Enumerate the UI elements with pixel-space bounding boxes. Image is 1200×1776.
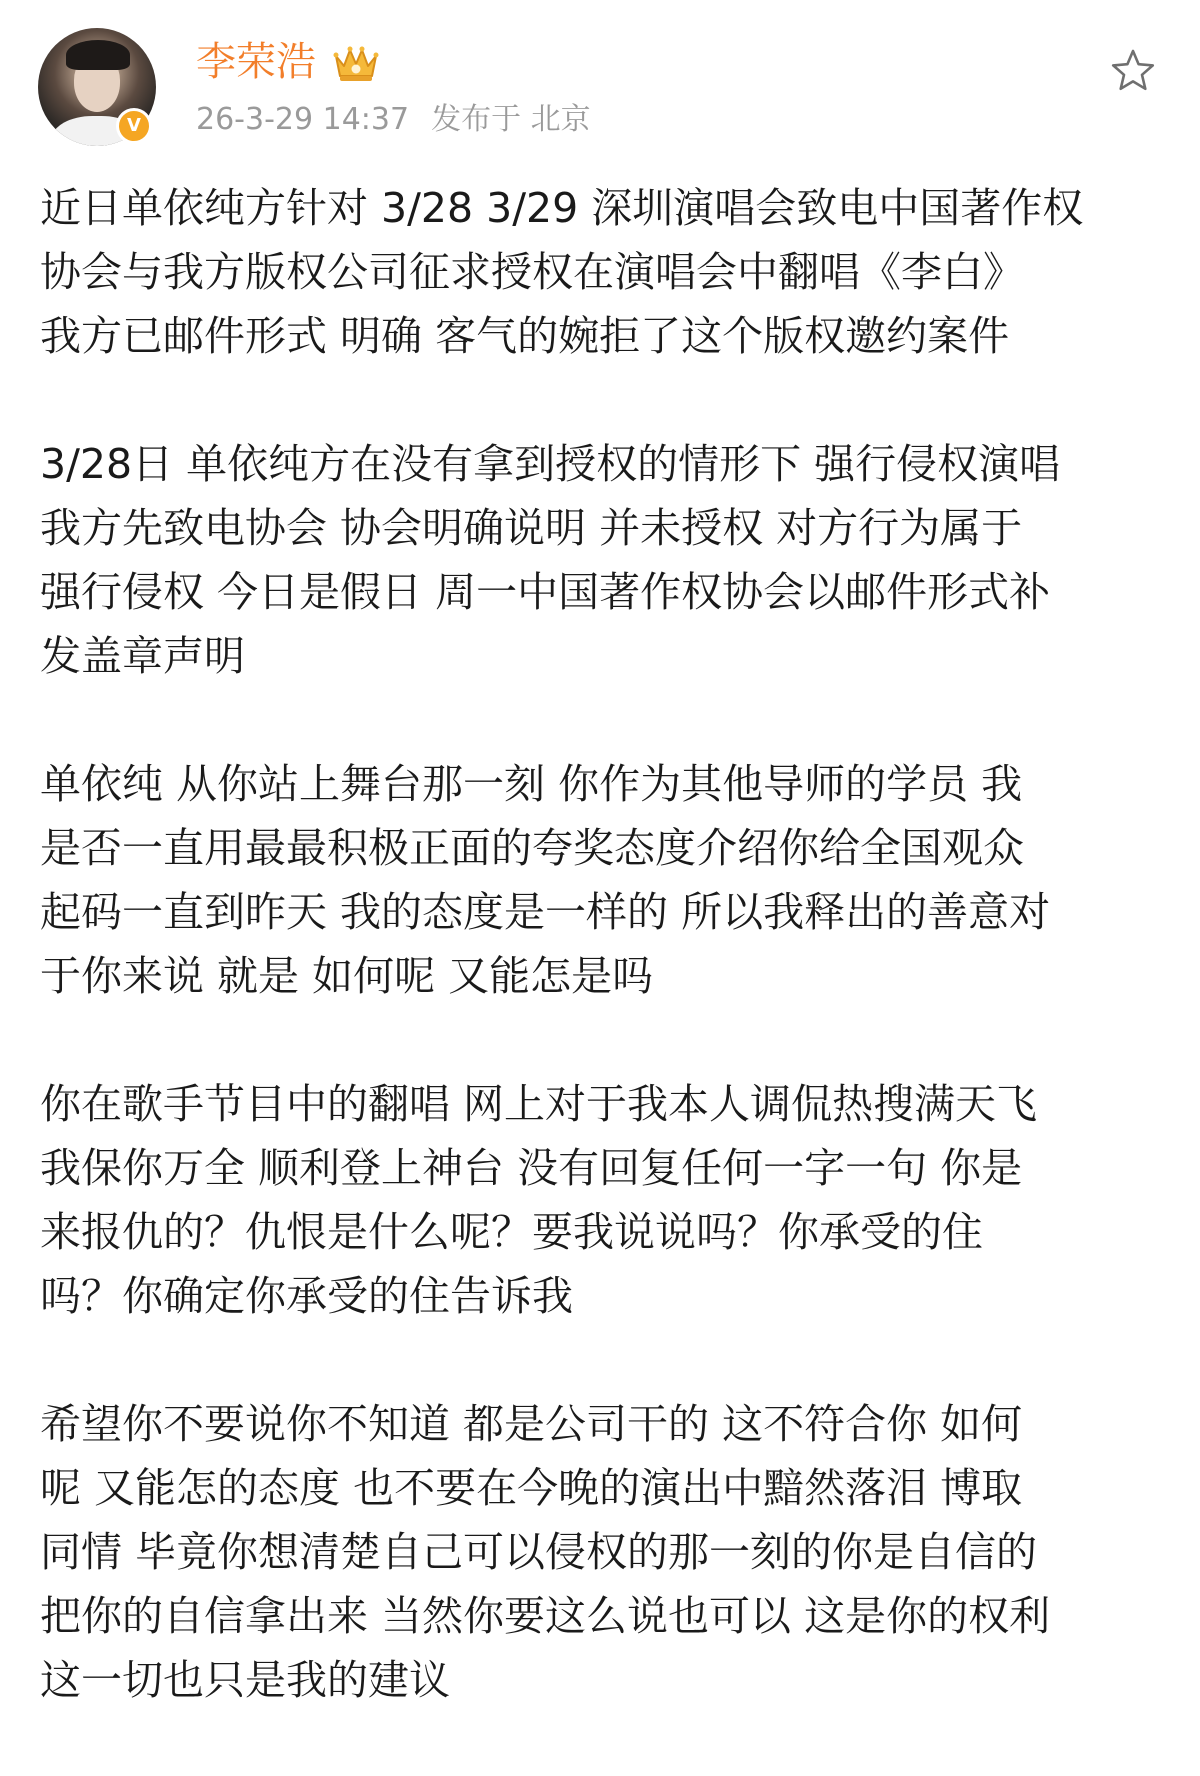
post-text-line: 协会与我方版权公司征求授权在演唱会中翻唱《李白》 bbox=[40, 248, 1024, 296]
post-timestamp: 26-3-29 14:37 bbox=[196, 102, 410, 137]
post-text-line: 是否一直用最最积极正面的夸奖态度介绍你给全国观众 bbox=[40, 824, 1024, 872]
post-text-line: 你在歌手节目中的翻唱 网上对于我本人调侃热搜满天飞 bbox=[40, 1080, 1038, 1128]
post-text-line: 我方已邮件形式 明确 客气的婉拒了这个版权邀约案件 bbox=[40, 312, 1010, 360]
post-text-line: 发盖章声明 bbox=[40, 632, 245, 680]
post-paragraph bbox=[40, 176, 1164, 368]
star-icon[interactable] bbox=[1108, 46, 1158, 96]
post-text-line: 把你的自信拿出来 当然你要这么说也可以 这是你的权利 bbox=[40, 1592, 1051, 1640]
verified-v-icon bbox=[116, 108, 152, 144]
verified-mark: V bbox=[127, 115, 141, 136]
post-text-line: 这一切也只是我的建议 bbox=[40, 1656, 450, 1704]
post-paragraph bbox=[40, 752, 1164, 1008]
author-name[interactable]: 李荣浩 bbox=[196, 39, 316, 85]
post-text-line: 起码一直到昨天 我的态度是一样的 所以我释出的善意对 bbox=[40, 888, 1051, 936]
post-text-line: 强行侵权 今日是假日 周一中国著作权协会以邮件形式补 bbox=[40, 568, 1051, 616]
post-text-line: 呢 又能怎的态度 也不要在今晚的演出中黯然落泪 博取 bbox=[40, 1464, 1023, 1512]
post-location: 发布于 北京 bbox=[431, 102, 591, 137]
post-meta bbox=[196, 100, 591, 140]
crown-icon bbox=[330, 42, 382, 84]
post-text-line: 我方先致电协会 协会明确说明 并未授权 对方行为属于 bbox=[40, 504, 1023, 552]
post-text-line: 单依纯 从你站上舞台那一刻 你作为其他导师的学员 我 bbox=[40, 760, 1023, 808]
post-text-line: 希望你不要说你不知道 都是公司干的 这不符合你 如何 bbox=[40, 1400, 1023, 1448]
post-paragraph bbox=[40, 1392, 1164, 1712]
post-text-line: 我保你万全 顺利登上神台 没有回复任何一字一句 你是 bbox=[40, 1144, 1023, 1192]
post-text-line: 近日单依纯方针对 3/28 3/29 深圳演唱会致电中国著作权 bbox=[40, 184, 1084, 232]
post-text-line: 于你来说 就是 如何呢 又能怎是吗 bbox=[40, 952, 654, 1000]
post-text-line: 3/28日 单依纯方在没有拿到授权的情形下 强行侵权演唱 bbox=[40, 440, 1061, 488]
post-body bbox=[40, 176, 1164, 1776]
post-header bbox=[0, 0, 1200, 160]
avatar-hair bbox=[66, 40, 130, 70]
post-text-line: 来报仇的？仇恨是什么呢？要我说说吗？你承受的住 bbox=[40, 1208, 983, 1256]
post-text-line: 同情 毕竟你想清楚自己可以侵权的那一刻的你是自信的 bbox=[40, 1528, 1038, 1576]
post-text-line: 吗？你确定你承受的住告诉我 bbox=[40, 1272, 573, 1320]
post-paragraph bbox=[40, 1072, 1164, 1328]
post-paragraph bbox=[40, 432, 1164, 688]
